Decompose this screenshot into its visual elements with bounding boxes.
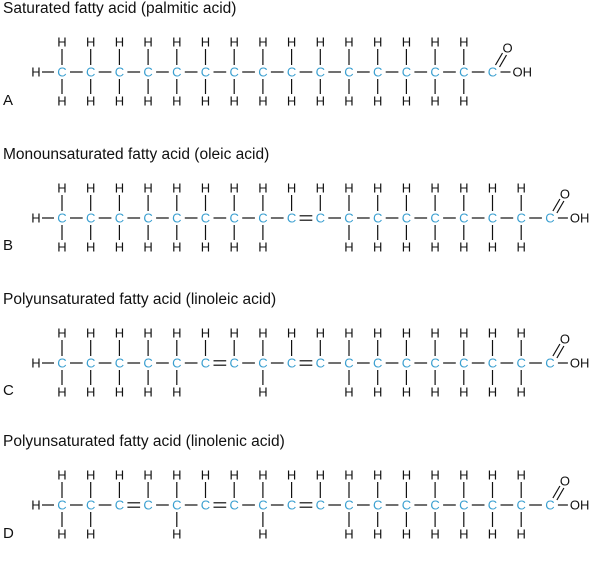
carbon-atom: C: [430, 497, 440, 513]
carbon-atom: C: [143, 355, 153, 371]
hydrogen-atom: H: [114, 239, 125, 255]
hydrogen-atom: H: [373, 467, 383, 483]
hydrogen-atom: H: [258, 180, 268, 196]
hydrogen-atom: H: [143, 467, 153, 483]
carbon-atom: C: [258, 210, 268, 226]
hydrogen-atom: H: [401, 239, 412, 255]
hydrogen-atom: H: [200, 93, 211, 109]
hydrogen-atom: H: [516, 180, 526, 196]
carbon-atom: C: [286, 355, 297, 371]
hydrogen-atom: H: [516, 325, 526, 341]
carbon-atom: C: [143, 497, 153, 513]
carbon-atom: C: [344, 355, 354, 371]
carbon-atom: C: [516, 355, 526, 371]
hydrogen-atom: H: [143, 93, 153, 109]
carbon-atom: C: [430, 355, 440, 371]
carbon-atom: C: [430, 210, 440, 226]
hydrogen-atom: H: [344, 34, 354, 50]
hydrogen-atom: H: [114, 93, 125, 109]
carbon-atom: C: [57, 64, 67, 80]
hydrogen-atom: H: [114, 180, 125, 196]
hydrogen-atom: H: [143, 180, 153, 196]
carboxyl-carbon: C: [545, 210, 555, 226]
hydrogen-atom: H: [200, 467, 211, 483]
hydrogen-atom: H: [401, 180, 412, 196]
hydrogen-atom: H: [516, 239, 526, 255]
hydrogen-atom: H: [86, 325, 96, 341]
carbon-atom: C: [86, 64, 96, 80]
hydrogen-atom: H: [516, 384, 526, 400]
terminal-hydrogen: H: [31, 355, 41, 371]
hydrogen-atom: H: [516, 526, 526, 542]
panel-c-letter: C: [3, 382, 14, 399]
carbon-atom: C: [172, 497, 182, 513]
carbon-atom: C: [487, 210, 498, 226]
carbon-atom: C: [315, 210, 325, 226]
hydrogen-atom: H: [487, 384, 498, 400]
panel-b-letter: B: [3, 237, 14, 254]
hydrogen-atom: H: [315, 467, 325, 483]
hydrogen-atom: H: [258, 239, 268, 255]
carbon-atom: C: [487, 497, 498, 513]
hydrogen-atom: H: [86, 467, 96, 483]
hydrogen-atom: H: [487, 180, 498, 196]
hydrogen-atom: H: [143, 325, 153, 341]
hydrogen-atom: H: [344, 239, 354, 255]
hydrogen-atom: H: [229, 93, 239, 109]
hydroxyl-group: OH: [569, 497, 590, 513]
hydrogen-atom: H: [459, 239, 469, 255]
hydrogen-atom: H: [459, 467, 469, 483]
hydrogen-atom: H: [401, 467, 412, 483]
hydrogen-atom: H: [200, 34, 211, 50]
carbon-atom: C: [286, 497, 297, 513]
carbon-atom: C: [86, 497, 96, 513]
hydrogen-atom: H: [229, 239, 239, 255]
hydrogen-atom: H: [344, 467, 354, 483]
hydrogen-atom: H: [172, 325, 182, 341]
hydrogen-atom: H: [315, 93, 325, 109]
hydrogen-atom: H: [57, 467, 67, 483]
carbon-atom: C: [200, 64, 211, 80]
carbon-atom: C: [143, 64, 153, 80]
panel-b-structure: [0, 174, 592, 274]
carbon-atom: C: [86, 355, 96, 371]
carbon-atom: C: [459, 210, 469, 226]
carbon-atom: C: [344, 497, 354, 513]
hydrogen-atom: H: [430, 384, 440, 400]
carbon-atom: C: [258, 497, 268, 513]
hydrogen-atom: H: [315, 34, 325, 50]
carbon-atom: C: [200, 497, 211, 513]
hydrogen-atom: H: [286, 180, 297, 196]
carbon-atom: C: [258, 355, 268, 371]
carbon-atom: C: [200, 210, 211, 226]
hydrogen-atom: H: [430, 93, 440, 109]
hydrogen-atom: H: [459, 34, 469, 50]
carbon-atom: C: [487, 355, 498, 371]
hydrogen-atom: H: [258, 325, 268, 341]
hydrogen-atom: H: [172, 384, 182, 400]
hydrogen-atom: H: [286, 93, 297, 109]
carbon-atom: C: [459, 497, 469, 513]
hydroxyl-group: OH: [569, 355, 590, 371]
panel-c-title: Polyunsaturated fatty acid (linoleic acid): [3, 291, 277, 308]
hydrogen-atom: H: [430, 239, 440, 255]
hydrogen-atom: H: [86, 384, 96, 400]
panel-d-structure: [0, 461, 592, 561]
hydrogen-atom: H: [229, 325, 239, 341]
carbon-atom: C: [286, 210, 297, 226]
carboxyl-carbon: C: [545, 497, 555, 513]
carbon-atom: C: [229, 497, 239, 513]
hydrogen-atom: H: [401, 526, 412, 542]
hydrogen-atom: H: [229, 180, 239, 196]
terminal-hydrogen: H: [31, 497, 41, 513]
terminal-hydrogen: H: [31, 210, 41, 226]
panel-d-letter: D: [3, 525, 14, 542]
hydrogen-atom: H: [200, 239, 211, 255]
hydrogen-atom: H: [373, 526, 383, 542]
hydrogen-atom: H: [487, 239, 498, 255]
carbon-atom: C: [401, 497, 412, 513]
hydrogen-atom: H: [459, 180, 469, 196]
hydrogen-atom: H: [373, 384, 383, 400]
carbonyl-oxygen: O: [559, 186, 570, 202]
hydrogen-atom: H: [258, 93, 268, 109]
hydrogen-atom: H: [229, 34, 239, 50]
hydrogen-atom: H: [57, 325, 67, 341]
hydrogen-atom: H: [172, 467, 182, 483]
hydrogen-atom: H: [114, 34, 125, 50]
hydrogen-atom: H: [344, 325, 354, 341]
carbon-atom: C: [401, 64, 412, 80]
hydrogen-atom: H: [172, 34, 182, 50]
carbonyl-oxygen: O: [559, 331, 570, 347]
carbon-atom: C: [315, 497, 325, 513]
carbon-atom: C: [114, 64, 125, 80]
hydrogen-atom: H: [315, 180, 325, 196]
carboxyl-carbon: C: [487, 64, 498, 80]
hydrogen-atom: H: [487, 467, 498, 483]
carbon-atom: C: [373, 64, 383, 80]
hydroxyl-group: OH: [569, 210, 590, 226]
carbon-atom: C: [114, 355, 125, 371]
hydrogen-atom: H: [57, 384, 67, 400]
hydrogen-atom: H: [86, 526, 96, 542]
hydrogen-atom: H: [229, 467, 239, 483]
hydrogen-atom: H: [315, 325, 325, 341]
hydrogen-atom: H: [143, 34, 153, 50]
carbon-atom: C: [86, 210, 96, 226]
panel-d-title: Polyunsaturated fatty acid (linolenic acid): [3, 433, 285, 450]
carbon-atom: C: [373, 497, 383, 513]
hydrogen-atom: H: [430, 467, 440, 483]
carbon-atom: C: [172, 64, 182, 80]
carbon-atom: C: [516, 497, 526, 513]
hydrogen-atom: H: [344, 180, 354, 196]
hydrogen-atom: H: [516, 467, 526, 483]
hydrogen-atom: H: [344, 93, 354, 109]
hydrogen-atom: H: [172, 93, 182, 109]
carbon-atom: C: [229, 210, 239, 226]
hydrogen-atom: H: [459, 93, 469, 109]
hydrogen-atom: H: [286, 467, 297, 483]
panel-a-structure: [0, 28, 592, 128]
hydrogen-atom: H: [57, 34, 67, 50]
hydrogen-atom: H: [459, 526, 469, 542]
hydrogen-atom: H: [57, 239, 67, 255]
hydrogen-atom: H: [57, 93, 67, 109]
carbon-atom: C: [401, 355, 412, 371]
carbon-atom: C: [258, 64, 268, 80]
hydrogen-atom: H: [172, 526, 182, 542]
carbon-atom: C: [315, 355, 325, 371]
hydrogen-atom: H: [258, 526, 268, 542]
carbon-atom: C: [401, 210, 412, 226]
carbon-atom: C: [143, 210, 153, 226]
carbon-atom: C: [459, 64, 469, 80]
hydrogen-atom: H: [57, 526, 67, 542]
carbon-atom: C: [315, 64, 325, 80]
hydrogen-atom: H: [459, 325, 469, 341]
carbonyl-oxygen: O: [502, 40, 513, 56]
carbon-atom: C: [229, 64, 239, 80]
hydrogen-atom: H: [373, 180, 383, 196]
panel-a-letter: A: [3, 92, 14, 109]
hydrogen-atom: H: [344, 384, 354, 400]
hydrogen-atom: H: [401, 325, 412, 341]
panel-b-title: Monounsaturated fatty acid (oleic acid): [3, 146, 270, 163]
carbon-atom: C: [172, 210, 182, 226]
carbon-atom: C: [200, 355, 211, 371]
hydrogen-atom: H: [114, 325, 125, 341]
hydrogen-atom: H: [86, 34, 96, 50]
hydrogen-atom: H: [430, 325, 440, 341]
terminal-hydrogen: H: [31, 64, 41, 80]
hydrogen-atom: H: [373, 34, 383, 50]
hydrogen-atom: H: [344, 526, 354, 542]
hydrogen-atom: H: [258, 34, 268, 50]
hydrogen-atom: H: [459, 384, 469, 400]
carbon-atom: C: [57, 355, 67, 371]
carbon-atom: C: [373, 210, 383, 226]
carbon-atom: C: [172, 355, 182, 371]
hydrogen-atom: H: [401, 93, 412, 109]
hydrogen-atom: H: [114, 467, 125, 483]
carbon-atom: C: [516, 210, 526, 226]
panel-c-structure: [0, 319, 592, 419]
hydrogen-atom: H: [430, 180, 440, 196]
hydrogen-atom: H: [200, 180, 211, 196]
hydrogen-atom: H: [373, 239, 383, 255]
carbon-atom: C: [344, 64, 354, 80]
hydrogen-atom: H: [143, 384, 153, 400]
carbon-atom: C: [344, 210, 354, 226]
hydrogen-atom: H: [114, 384, 125, 400]
carbon-atom: C: [373, 355, 383, 371]
hydrogen-atom: H: [401, 384, 412, 400]
carbon-atom: C: [430, 64, 440, 80]
hydrogen-atom: H: [200, 325, 211, 341]
hydrogen-atom: H: [401, 34, 412, 50]
hydrogen-atom: H: [487, 526, 498, 542]
hydrogen-atom: H: [286, 34, 297, 50]
carboxyl-carbon: C: [545, 355, 555, 371]
carbon-atom: C: [459, 355, 469, 371]
hydrogen-atom: H: [172, 180, 182, 196]
hydrogen-atom: H: [286, 325, 297, 341]
hydrogen-atom: H: [258, 384, 268, 400]
hydrogen-atom: H: [487, 325, 498, 341]
hydrogen-atom: H: [373, 93, 383, 109]
hydrogen-atom: H: [373, 325, 383, 341]
hydrogen-atom: H: [258, 467, 268, 483]
carbon-atom: C: [57, 210, 67, 226]
carbon-atom: C: [229, 355, 239, 371]
hydrogen-atom: H: [143, 239, 153, 255]
carbon-atom: C: [286, 64, 297, 80]
hydroxyl-group: OH: [512, 64, 532, 80]
hydrogen-atom: H: [57, 180, 67, 196]
carbon-atom: C: [114, 210, 125, 226]
hydrogen-atom: H: [172, 239, 182, 255]
hydrogen-atom: H: [430, 526, 440, 542]
hydrogen-atom: H: [430, 34, 440, 50]
carbon-atom: C: [57, 497, 67, 513]
hydrogen-atom: H: [86, 180, 96, 196]
carbon-atom: C: [114, 497, 125, 513]
panel-a-title: Saturated fatty acid (palmitic acid): [3, 0, 237, 17]
hydrogen-atom: H: [86, 93, 96, 109]
carbonyl-oxygen: O: [559, 473, 570, 489]
hydrogen-atom: H: [86, 239, 96, 255]
